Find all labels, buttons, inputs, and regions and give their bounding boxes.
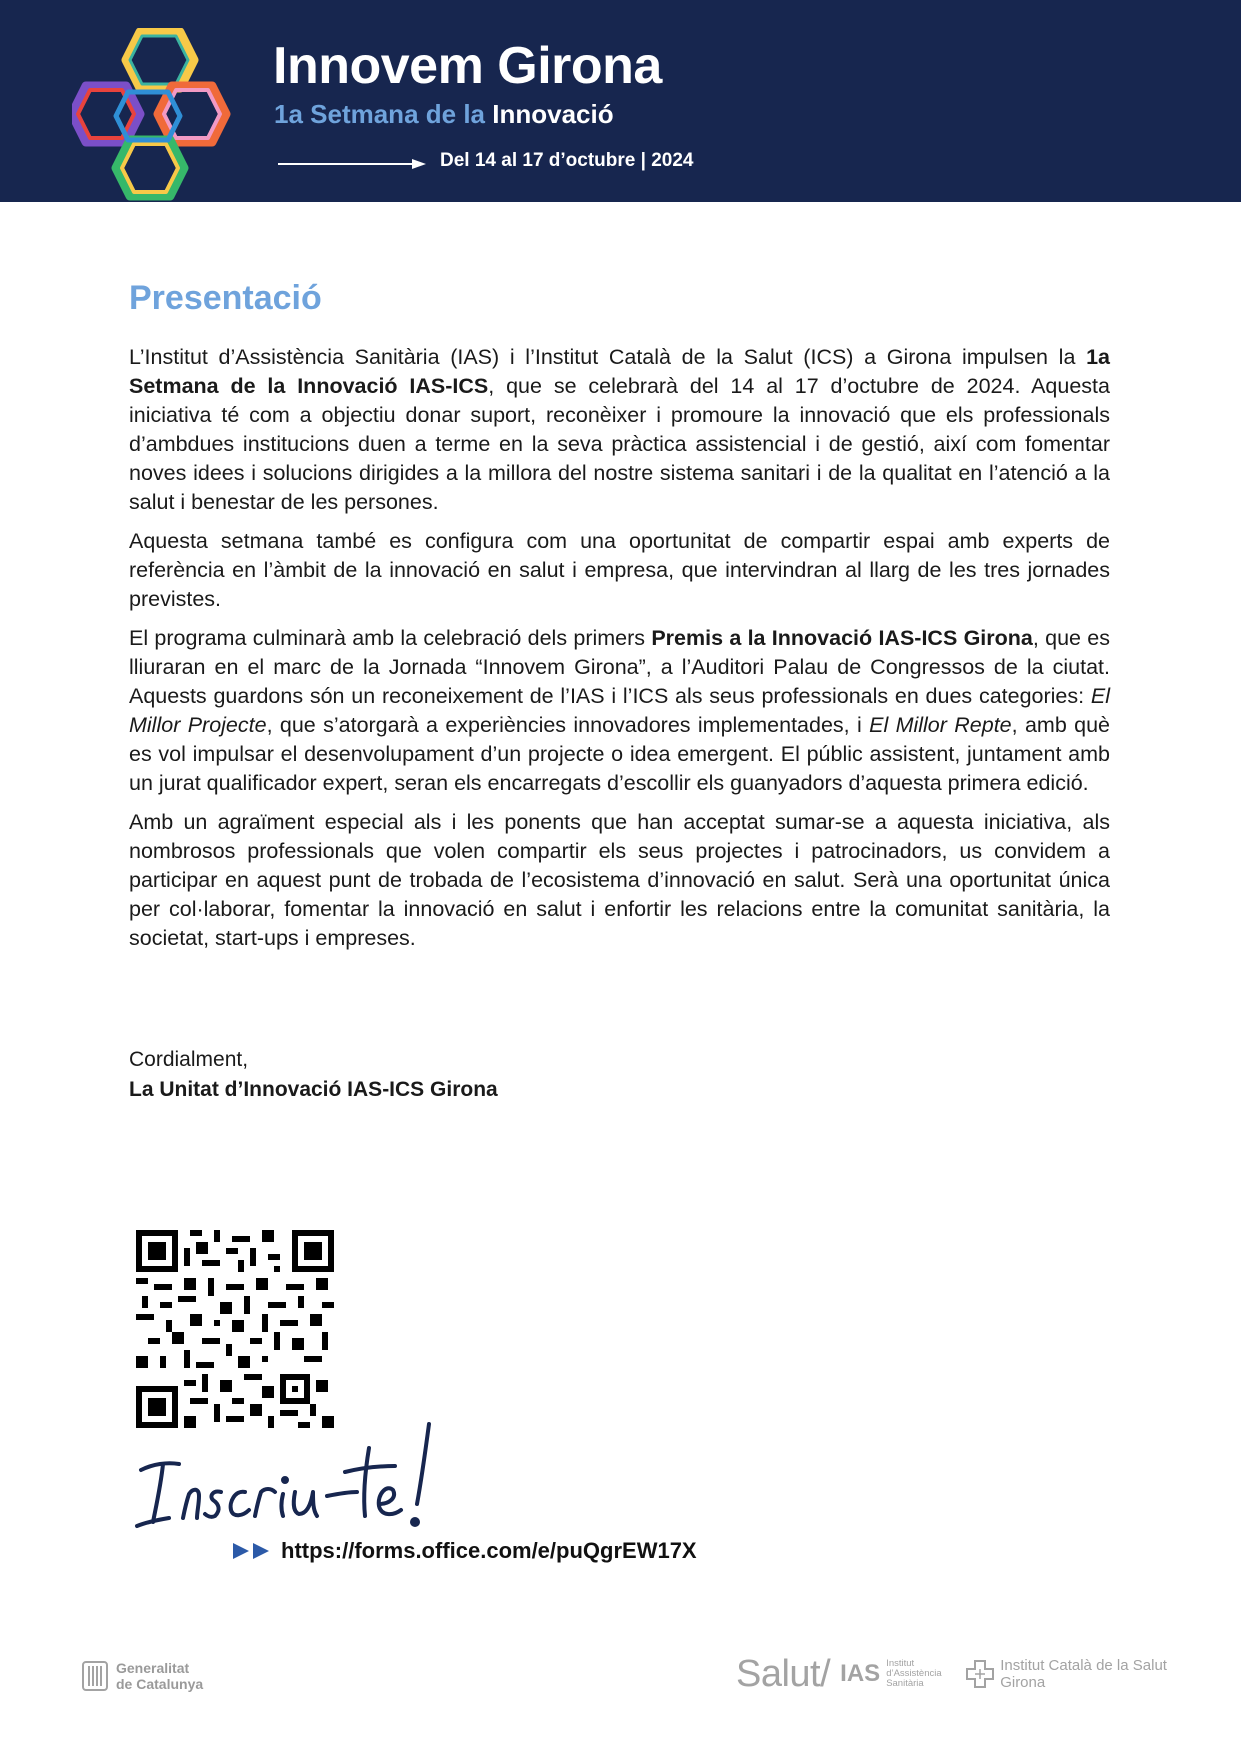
paragraph-3-text-mid: , que es lliuraran en el marc de la Jornada “Innovem Girona”, a l’Auditori Palau de Congressos de la ciutat. Aquests guardons són un reconeixement de l’IAS i l’ICS als seus professionals en dues categories: — [129, 626, 1110, 708]
paragraph-1 — [129, 343, 1110, 517]
greeting: Cordialment, — [129, 1048, 249, 1071]
ias-subtitle — [886, 1659, 956, 1689]
subtitle-part-2: Innovació — [492, 99, 614, 129]
paragraph-2: Aquesta setmana també es configura com una oportunitat de compartir espai amb experts de referència en l’àmbit de la innovació en salut i empresa, que intervindran al llarg de les tres jornades previstes. — [129, 529, 1110, 611]
category-1-italic: El Millor Projecte — [129, 684, 1110, 737]
paragraph-1-bold: 1a Setmana de la Innovació IAS-ICS — [129, 345, 1110, 398]
body-text — [129, 343, 1110, 963]
generalitat-line-1: Generalitat — [116, 1660, 190, 1676]
double-arrow-icon — [233, 1541, 271, 1561]
event-title: Innovem Girona — [273, 37, 662, 95]
category-2-italic: El Millor Repte — [869, 713, 1012, 737]
closing — [129, 1045, 498, 1105]
generalitat-emblem-icon — [82, 1660, 108, 1692]
paragraph-3-text-mid2: , que s’atorgarà a experiències innovadores implementades, i — [266, 713, 870, 737]
ias-logo: IAS — [840, 1660, 881, 1687]
section-heading: Presentació — [129, 279, 322, 317]
paragraph-3-text-end: , amb què es vol impulsar el desenvolupament d’un projecte o idea emergent. El públic assistent, juntament amb un jurat qualificador expert, seran els encarregats d’escollir els guanyadors d’aquesta primera edició. — [129, 713, 1110, 795]
paragraph-4: Amb un agraïment especial als i les ponents que han acceptat sumar-se a aquesta iniciativa, als nombrosos professionals que volen compartir els seus projectes i patrocinadors, us convidem a participar en aquest punt de trobada de l’ecosistema d’innovació en salut. Serà una oportunitat única per col·laborar, fomentar la innovació en salut i enfortir les relacions entre la comunitat sanitària, la societat, start-ups i empreses. — [129, 810, 1110, 950]
ias-sub-line-3: Sanitària — [886, 1678, 924, 1689]
ics-cross-icon — [966, 1660, 994, 1688]
event-subtitle — [274, 98, 614, 130]
ias-sub-line-2: d’Assistència — [886, 1668, 942, 1679]
signature: La Unitat d’Innovació IAS-ICS Girona — [129, 1078, 498, 1101]
event-dates: Del 14 al 17 d’octubre | 2024 — [440, 150, 694, 171]
paragraph-3-bold: Premis a la Innovació IAS-ICS Girona — [651, 626, 1033, 650]
ics-line-1: Institut Català de la Salut — [1000, 1657, 1167, 1674]
handwritten-inscriu-te-icon — [133, 1418, 473, 1538]
paragraph-3 — [129, 624, 1110, 798]
partner-logos — [736, 1652, 1167, 1696]
paragraph-1-text-end: , que se celebrarà del 14 al 17 d’octubre de 2024. Aquesta iniciativa té com a objectiu donar suport, reconèixer i promoure la innovació que els professionals d’ambdues institucions duen a terme en la seva pràctica assistencial i de gestió, així com fomentar noves idees i solucions dirigides a la millora del nostre sistema sanitari i de la qualitat en l’atenció a la salut i benestar de les persones. — [129, 374, 1110, 514]
ias-sub-line-1: Institut — [886, 1658, 915, 1669]
salut-logo: Salut/ — [736, 1653, 831, 1695]
paragraph-3-text: El programa culminarà amb la celebració dels primers — [129, 626, 652, 650]
registration-link-row — [233, 1535, 697, 1567]
header-banner — [0, 0, 1241, 202]
generalitat-line-2: de Catalunya — [116, 1676, 204, 1692]
generalitat-logo — [82, 1660, 203, 1692]
registration-url-link[interactable]: https://forms.office.com/e/puQgrEW17X — [281, 1538, 697, 1563]
ics-line-2: Girona — [1000, 1674, 1046, 1691]
generalitat-text — [116, 1660, 203, 1692]
paragraph-1-text: L’Institut d’Assistència Sanitària (IAS) i l’Institut Català de la Salut (ICS) a Girona impulsen la — [129, 345, 1087, 369]
qr-code-icon[interactable] — [136, 1230, 334, 1428]
subtitle-part-1: 1a Setmana de la — [274, 99, 485, 129]
arrow-line-icon — [278, 158, 426, 170]
hexagon-flower-logo-icon — [72, 28, 264, 220]
ics-text — [1000, 1657, 1167, 1691]
